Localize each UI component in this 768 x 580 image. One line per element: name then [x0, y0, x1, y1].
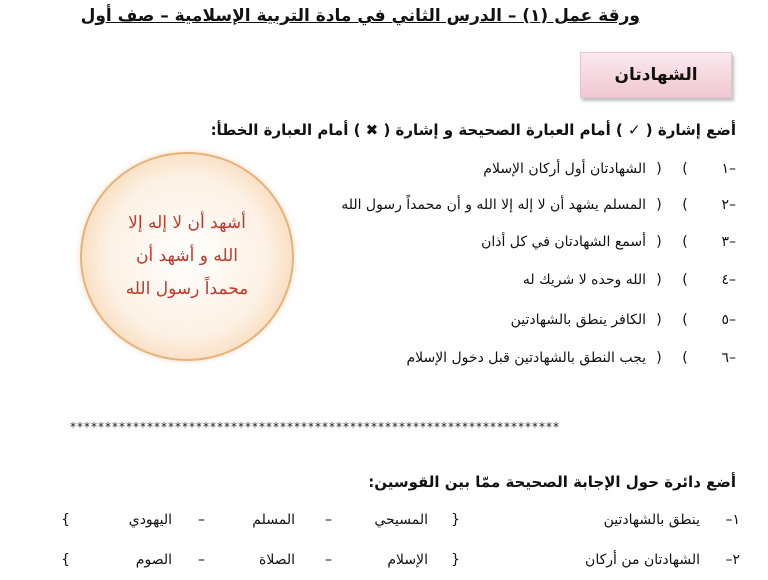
statement-text: المسلم يشهد أن لا إله إلا الله و أن محمداً رسول الله — [341, 197, 646, 213]
section-divider: ********************************************************************** — [70, 420, 560, 434]
option-choice[interactable]: اليهودي — [128, 512, 172, 528]
option-separator: – — [198, 512, 205, 528]
answer-paren-open[interactable]: ( — [682, 234, 688, 250]
statement-number: ١– — [721, 161, 736, 177]
option-separator: – — [198, 552, 205, 568]
question-row — [40, 552, 740, 580]
statement-number: ٢– — [721, 197, 736, 213]
statement-text: الشهادتان أول أركان الإسلام — [483, 161, 646, 177]
shahada-line: الله و أشهد أن — [136, 246, 238, 266]
statement-text: أسمع الشهادتان في كل أذان — [481, 234, 646, 250]
topic-label: الشهادتان — [614, 65, 698, 85]
statement-number: ٣– — [721, 234, 736, 250]
question-number: ١– — [725, 512, 740, 528]
brace-open: { — [451, 552, 460, 568]
statement-text: الكافر ينطق بالشهادتين — [510, 312, 646, 328]
shahada-text — [107, 207, 267, 306]
option-separator: – — [325, 512, 332, 528]
answer-paren-close[interactable]: ) — [656, 234, 662, 250]
option-choice[interactable]: المسيحي — [374, 512, 428, 528]
multiple-choice-instruction: أضع دائرة حول الإجابة الصحيحة ممّا بين القوسين: — [368, 473, 736, 491]
answer-paren-open[interactable]: ( — [682, 350, 688, 366]
option-choice[interactable]: الإسلام — [387, 552, 428, 568]
true-false-instruction: أضع إشارة ( ✓ ) أمام العبارة الصحيحة و إشارة ( ✖ ) أمام العبارة الخطأ: — [210, 121, 736, 139]
topic-banner — [580, 52, 732, 98]
option-separator: – — [325, 552, 332, 568]
statement-text: يجب النطق بالشهادتين قبل دخول الإسلام — [406, 350, 646, 366]
answer-paren-close[interactable]: ) — [656, 350, 662, 366]
answer-paren-open[interactable]: ( — [682, 197, 688, 213]
answer-paren-close[interactable]: ) — [656, 312, 662, 328]
statement-row — [406, 345, 736, 371]
brace-open: { — [451, 512, 460, 528]
shahada-circle — [80, 152, 294, 361]
answer-paren-close[interactable]: ) — [656, 161, 662, 177]
shahada-line: أشهد أن لا إله إلا — [128, 213, 246, 233]
answer-paren-open[interactable]: ( — [682, 272, 688, 288]
question-row — [40, 512, 740, 540]
statement-number: ٤– — [721, 272, 736, 288]
question-text: الشهادتان من أركان — [585, 552, 700, 568]
statement-number: ٦– — [721, 350, 736, 366]
answer-paren-close[interactable]: ) — [656, 197, 662, 213]
statement-number: ٥– — [721, 312, 736, 328]
option-choice[interactable]: الصلاة — [259, 552, 295, 568]
worksheet-title: ورقة عمل (١) – الدرس الثاني في مادة التربية الإسلامية – صف أول — [80, 6, 640, 26]
statement-row — [511, 307, 736, 333]
option-choice[interactable]: المسلم — [252, 512, 295, 528]
question-number: ٢– — [725, 552, 740, 568]
answer-paren-open[interactable]: ( — [682, 161, 688, 177]
statement-row — [483, 156, 736, 182]
option-choice[interactable]: الصوم — [135, 552, 172, 568]
statement-row — [341, 192, 736, 218]
statement-text: الله وحده لا شريك له — [522, 272, 646, 288]
statement-row — [523, 267, 736, 293]
brace-close: } — [61, 512, 70, 528]
answer-paren-open[interactable]: ( — [682, 312, 688, 328]
question-text: ينطق بالشهادتين — [603, 512, 700, 528]
answer-paren-close[interactable]: ) — [656, 272, 662, 288]
shahada-line: محمداً رسول الله — [125, 279, 249, 299]
brace-close: } — [61, 552, 70, 568]
statement-row — [481, 229, 736, 255]
